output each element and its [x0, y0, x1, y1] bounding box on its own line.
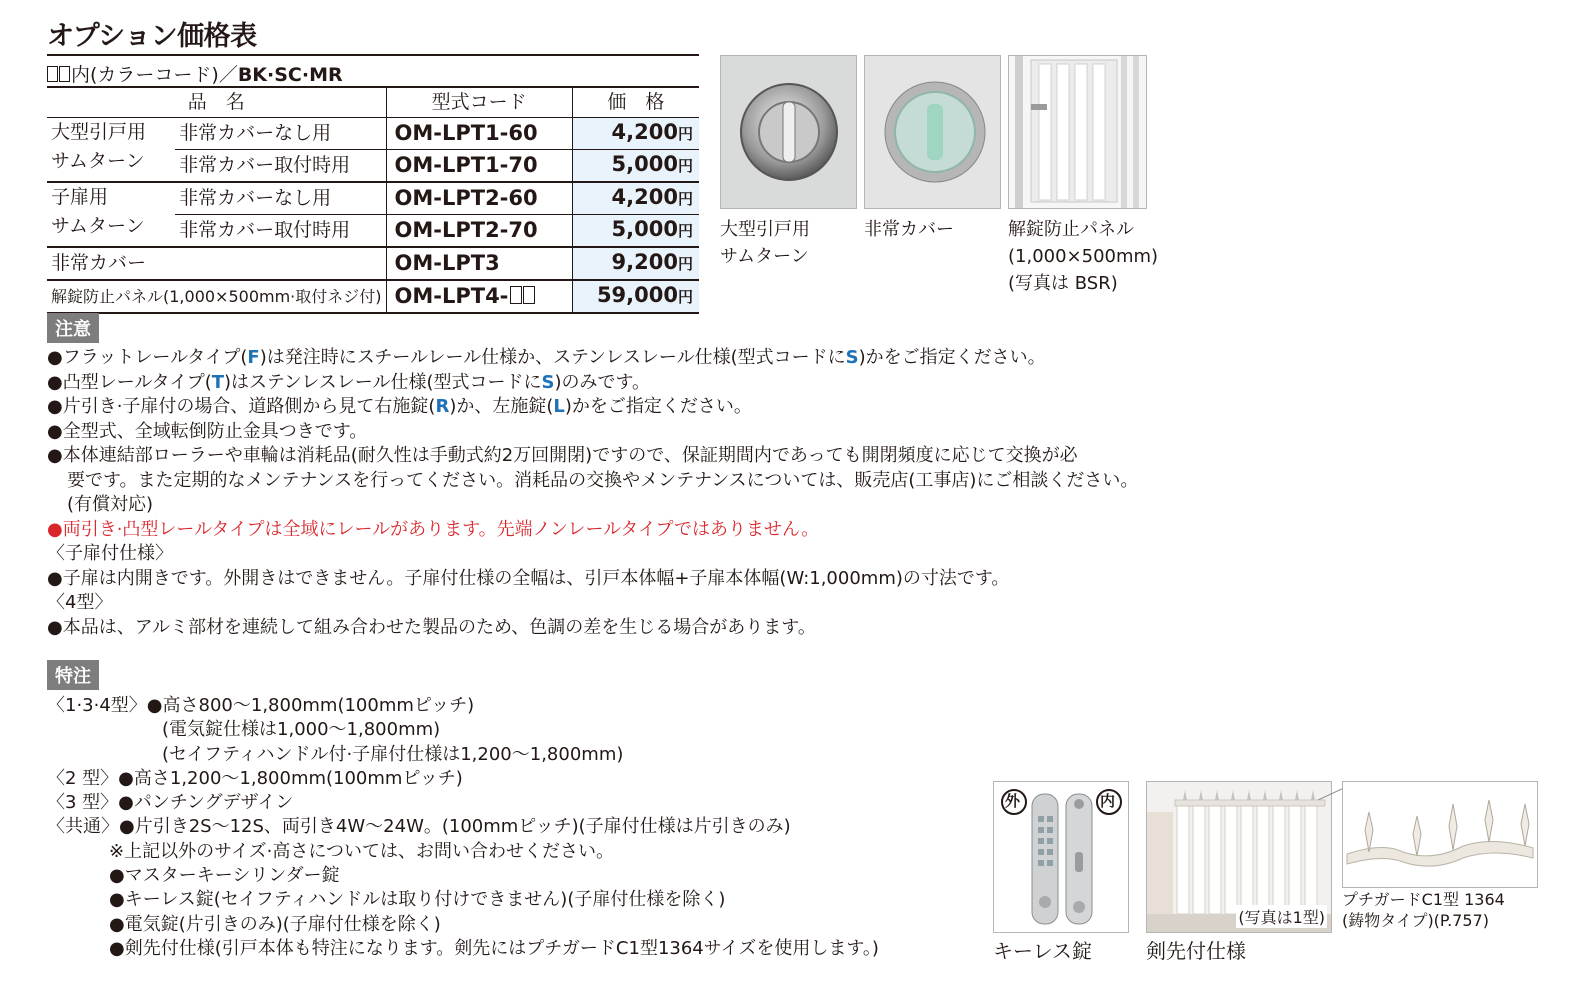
- item-price: [572, 215, 699, 248]
- callout-pointer: [1318, 785, 1344, 799]
- price-value: 5,000: [611, 217, 678, 241]
- special-item: 〈3 型〉●パンチングデザイン: [47, 792, 294, 814]
- special-item: ●剣先付仕様(引戸本体も特注になります。剣先にはプチガードC1型1364サイズを使用します。): [109, 937, 879, 959]
- item-name: 非常カバーなし用: [175, 182, 386, 215]
- keyless-lock-photo: [993, 781, 1129, 933]
- spear-tip-photo: [1146, 781, 1332, 933]
- special-item: ●キーレス錠(セイフティハンドルは取り付けできません)(子扉付仕様を除く): [109, 889, 726, 911]
- note-item: 要です。また定期的なメンテナンスを行ってください。消耗品の交換やメンテナンスについては、販売店(工事店)にご相談ください。: [67, 469, 1139, 491]
- keyless-lock-caption: キーレス錠: [993, 939, 1092, 963]
- spear-tip-caption: 剣先付仕様: [1146, 939, 1246, 963]
- caption-line: プチガードC1型 1364: [1342, 890, 1505, 909]
- group-label: [47, 118, 175, 183]
- group-label: 非常カバー: [47, 247, 386, 280]
- note-item: ●全型式、全域転倒防止金具つきです。: [47, 420, 368, 442]
- outside-label: 外: [1005, 792, 1021, 810]
- price-unit: 円: [677, 255, 693, 273]
- price-value: 5,000: [611, 152, 678, 176]
- code-value: OM-LPT4-: [394, 284, 509, 308]
- price-unit: 円: [677, 125, 693, 143]
- caption-line: 解錠防止パネル: [1008, 219, 1134, 240]
- note-item: ●本体連結部ローラーや車輪は消耗品(耐久性は手動式約2万回開閉)ですので、保証期間内であっても開閉頻度に応じて交換が必: [47, 445, 1078, 466]
- color-code-note: [47, 60, 343, 87]
- item-code: [386, 280, 572, 313]
- anti-unlock-panel-photo: [1008, 55, 1147, 209]
- group-label: [47, 182, 175, 247]
- item-price: [572, 118, 699, 150]
- special-item: 〈共通〉●片引き2S～12S、両引き4W～24W。(100mmピッチ)(子扉付仕様は片引きのみ): [47, 816, 791, 838]
- table-row: [47, 280, 699, 313]
- price-value: 59,000: [596, 283, 678, 307]
- page-title: オプション価格表: [47, 21, 257, 52]
- thumbturn-illustration: [721, 56, 856, 208]
- table-header-row: [47, 87, 699, 118]
- caption-line: (鋳物タイプ)(P.757): [1342, 911, 1489, 930]
- item-code: OM-LPT1-60: [386, 118, 572, 150]
- item-price: [572, 280, 699, 313]
- special-item: ●マスターキーシリンダー錠: [109, 865, 340, 887]
- petit-guard-photo: [1342, 781, 1538, 888]
- special-label: 特注: [47, 660, 99, 690]
- panel-illustration: [1009, 56, 1146, 208]
- notes-label: 注意: [47, 313, 99, 343]
- note-item: ●片引き·子扉付の場合、道路側から見て右施錠(R)か、左施錠(L)かをご指定ください。: [47, 396, 752, 417]
- thumbturn-caption: [720, 216, 810, 270]
- placeholder-box: [59, 66, 70, 82]
- note-item: (有償対応): [67, 494, 154, 515]
- item-price: [572, 247, 699, 280]
- panel-caption: [1008, 216, 1158, 297]
- special-item: 〈2 型〉●高さ1,200～1,800mm(100mmピッチ): [47, 767, 463, 789]
- item-code: OM-LPT2-70: [386, 215, 572, 248]
- price-table: [47, 86, 699, 314]
- special-item: (セイフティハンドル付·子扉付仕様は1,200～1,800mm): [162, 743, 624, 765]
- header-code: 型式コード: [386, 87, 572, 118]
- header-name: 品 名: [47, 87, 386, 118]
- table-row: [47, 247, 699, 280]
- price-value: 4,200: [611, 120, 678, 144]
- petit-guard-illustration: [1343, 782, 1537, 887]
- placeholder-box: [47, 66, 58, 82]
- group-label-line: サムターン: [51, 150, 145, 172]
- note-heading: 〈4型〉: [47, 592, 113, 613]
- table-row: [47, 118, 699, 150]
- note-item: ●子扉は内開きです。外開きはできません。子扉付仕様の全幅は、引戸本体幅+子扉本体幅(W:1,000mm)の寸法です。: [47, 567, 1010, 589]
- group-label-line: サムターン: [51, 215, 145, 237]
- item-price: [572, 182, 699, 215]
- note-item: ●凸型レールタイプ(T)はステンレスレール仕様(型式コードにS)のみです。: [47, 371, 651, 393]
- note-item: ●本品は、アルミ部材を連続して組み合わせた製品のため、色調の差を生じる場合があります。: [47, 616, 816, 638]
- item-code: OM-LPT3: [386, 247, 572, 280]
- note-item-warning: ●両引き·凸型レールタイプは全域にレールがあります。先端ノンレールタイプではありません。: [47, 518, 820, 540]
- caption-line: (写真は BSR): [1008, 273, 1118, 294]
- placeholder-box: [523, 286, 535, 304]
- special-list: [47, 694, 987, 961]
- group-label: 解錠防止パネル(1,000×500mm·取付ネジ付): [47, 280, 386, 313]
- emergency-cover-illustration: [865, 56, 1000, 208]
- item-code: OM-LPT2-60: [386, 182, 572, 215]
- petit-guard-caption: [1342, 889, 1505, 931]
- note-item: ●フラットレールタイプ(F)は発注時にスチールレール仕様か、ステンレスレール仕様(型式コードにS)かをご指定ください。: [47, 347, 1046, 368]
- caption-line: サムターン: [720, 246, 809, 267]
- special-item: 〈1·3·4型〉●高さ800～1,800mm(100mmピッチ): [47, 695, 475, 716]
- header-price: 価 格: [572, 87, 699, 118]
- notes-list: [47, 346, 1187, 640]
- price-value: 9,200: [611, 250, 678, 274]
- caption-line: (1,000×500mm): [1008, 246, 1159, 267]
- color-codes: BK·SC·MR: [237, 64, 343, 86]
- special-item: (電気錠仕様は1,000～1,800mm): [162, 719, 441, 741]
- item-price: [572, 150, 699, 183]
- item-name: 非常カバー取付時用: [175, 215, 386, 248]
- caption-line: 非常カバー: [864, 219, 954, 240]
- note-heading: 〈子扉付仕様〉: [47, 543, 173, 564]
- group-label-line: 子扉用: [51, 186, 109, 208]
- special-item: ※上記以外のサイズ·高さについては、お問い合わせください。: [109, 840, 615, 862]
- group-label-line: 大型引戸用: [51, 121, 147, 143]
- price-unit: 円: [677, 222, 693, 240]
- price-value: 4,200: [611, 185, 678, 209]
- item-name: 非常カバーなし用: [175, 118, 386, 150]
- special-item: ●電気錠(片引きのみ)(子扉付仕様を除く): [109, 913, 441, 935]
- emergency-cover-photo: [864, 55, 1001, 209]
- item-name: 非常カバー取付時用: [175, 150, 386, 183]
- thumbturn-photo: [720, 55, 857, 209]
- item-code: OM-LPT1-70: [386, 150, 572, 183]
- price-unit: 円: [677, 157, 693, 175]
- price-unit: 円: [677, 190, 693, 208]
- table-row: [47, 182, 699, 215]
- title-rule: [47, 54, 699, 56]
- spear-photo-note: (写真は1型): [1236, 905, 1327, 928]
- price-unit: 円: [677, 288, 693, 306]
- color-note-prefix: 内(カラーコード)／: [71, 64, 238, 86]
- caption-line: 大型引戸用: [720, 219, 810, 240]
- inside-label: 内: [1100, 792, 1116, 810]
- emergency-cover-caption: [864, 216, 954, 243]
- placeholder-box: [510, 286, 522, 304]
